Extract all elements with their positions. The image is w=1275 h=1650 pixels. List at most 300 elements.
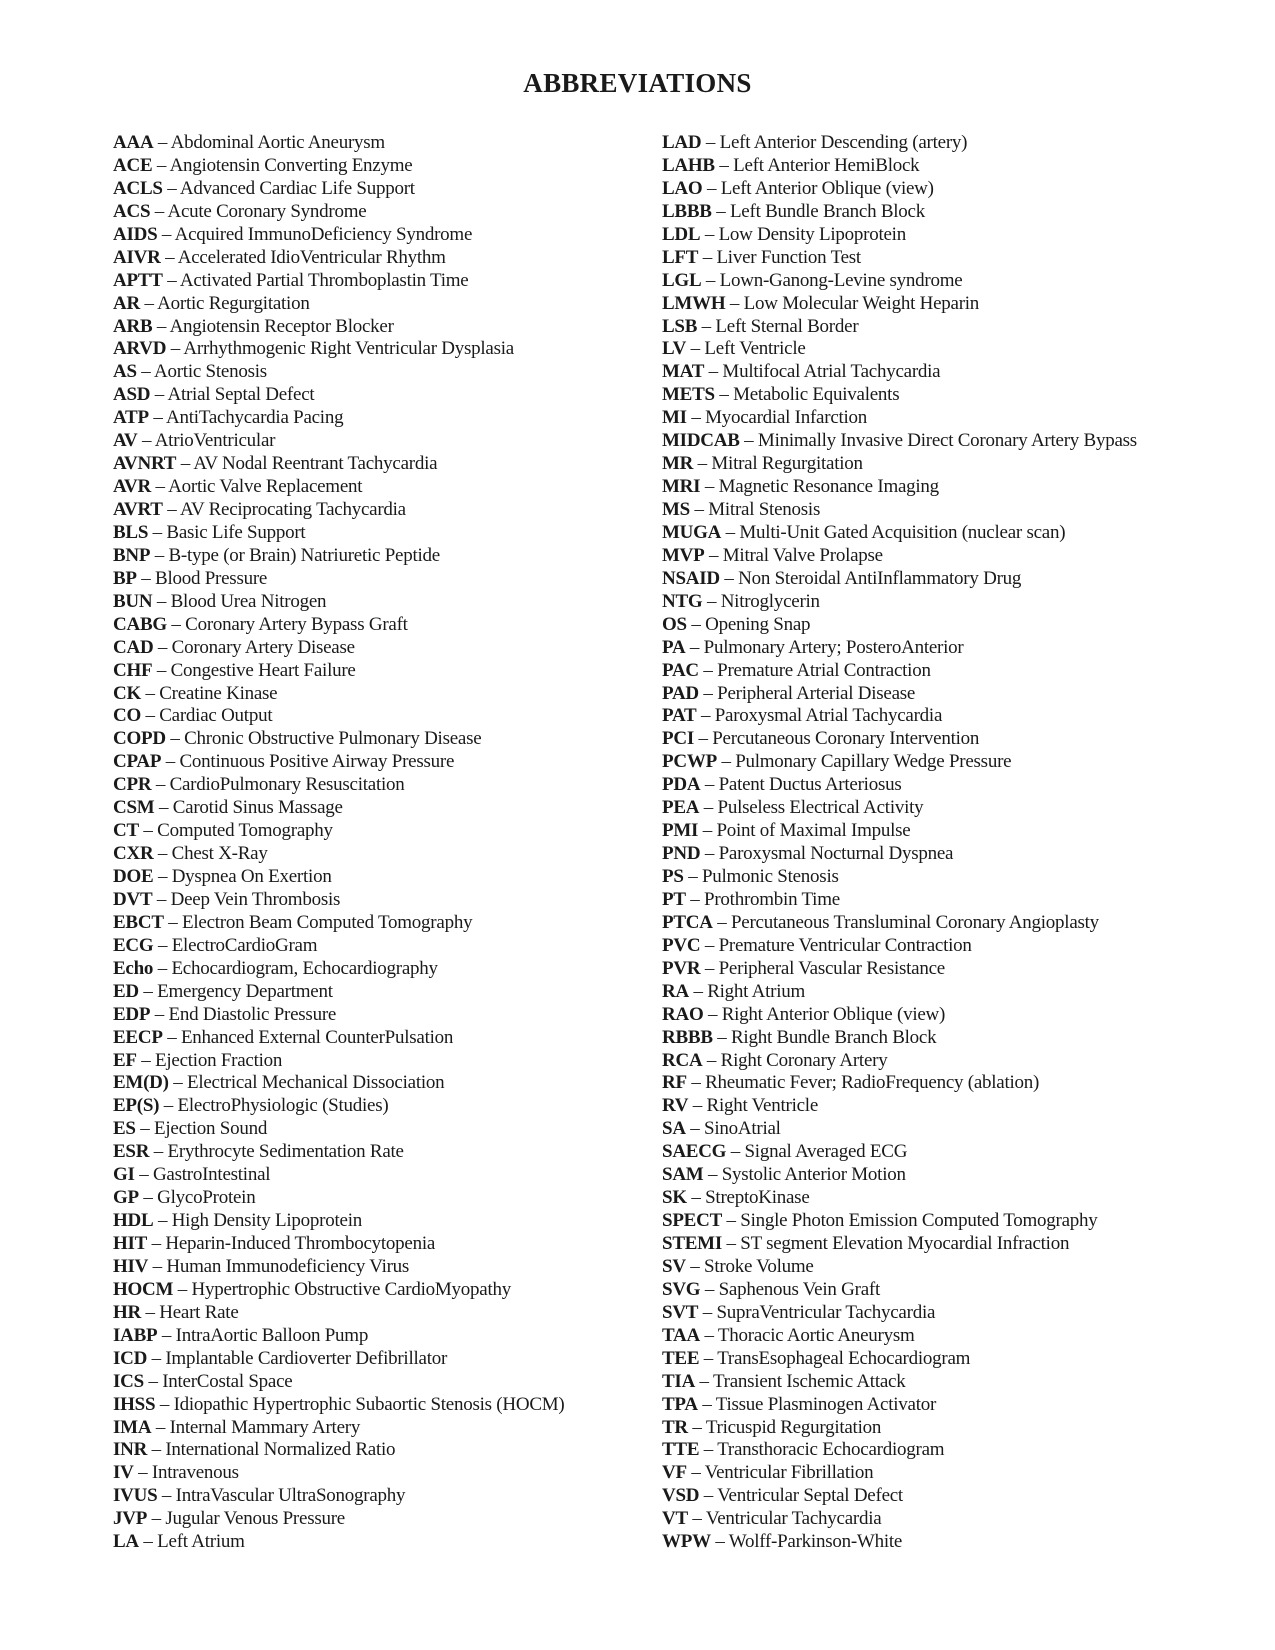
abbreviation-term: VT [662,1508,688,1530]
abbreviation-definition: IntraVascular UltraSonography [175,1485,406,1507]
abbreviation-term: ICS [113,1370,144,1392]
abbreviation-entry [662,1187,1137,1210]
separator-dash: – [702,177,721,199]
separator-dash: – [162,177,180,199]
abbreviation-definition: ElectroPhysiologic (Studies) [177,1095,389,1117]
abbreviation-definition: Magnetic Resonance Imaging [718,476,939,498]
separator-dash: – [134,1164,153,1186]
abbreviation-entry [113,1141,564,1164]
separator-dash: – [153,636,172,658]
separator-dash: – [151,774,170,796]
abbreviation-entry [113,1531,564,1554]
abbreviation-term: INR [113,1439,148,1461]
abbreviation-definition: Pulmonic Stenosis [701,866,839,887]
abbreviation-entry [113,499,564,522]
abbreviation-term: PCI [662,728,694,750]
abbreviation-term: SPECT [662,1210,722,1232]
abbreviation-entry [662,1004,1137,1027]
separator-dash: – [698,682,718,704]
abbreviation-term: HR [113,1301,141,1323]
separator-dash: – [154,797,173,819]
abbreviation-definition: Liver Function Test [716,246,861,268]
abbreviation-definition: AV Reciprocating Tachycardia [179,499,406,520]
abbreviation-term: SK [662,1187,687,1209]
abbreviation-entry [662,866,1137,889]
abbreviation-definition: Premature Ventricular Contraction [718,934,972,956]
abbreviation-entry [662,178,1137,201]
abbreviation-term: SAM [662,1164,704,1186]
separator-dash: – [698,1301,717,1323]
separator-dash: – [714,384,734,406]
abbreviation-definition: Continuous Positive Airway Pressure [179,751,455,773]
abbreviation-definition: Myocardial Infarction [705,407,868,429]
abbreviation-entry [662,1095,1137,1118]
abbreviation-definition: InterCostal Space [162,1370,293,1392]
abbreviation-definition: Heart Rate [159,1301,239,1323]
separator-dash: – [704,544,723,566]
abbreviation-term: RA [662,980,689,1002]
abbreviation-term: AVRT [113,499,163,520]
separator-dash: – [168,1072,187,1094]
separator-dash: – [153,843,172,865]
abbreviation-entry [113,1256,564,1279]
abbreviation-term: PMI [662,820,699,842]
abbreviation-entry [113,1348,564,1371]
abbreviation-entry [113,247,564,270]
separator-dash: – [700,843,719,865]
separator-dash: – [699,1324,718,1346]
abbreviation-definition: Intravenous [151,1462,239,1484]
abbreviation-definition: SinoAtrial [704,1118,781,1140]
abbreviation-entry [662,476,1137,499]
separator-dash: – [166,338,184,360]
abbreviation-term: PAT [662,705,697,727]
abbreviation-term: PVC [662,934,701,956]
abbreviation-term: MIDCAB [662,430,740,452]
abbreviation-term: AVNRT [113,453,177,475]
separator-dash: – [700,774,719,796]
separator-dash: – [141,705,160,727]
separator-dash: – [138,1187,158,1209]
abbreviation-definition: Creatine Kinase [159,682,278,704]
abbreviation-definition: Pulmonary Artery; PosteroAnterior [703,636,964,658]
abbreviation-term: IV [113,1462,134,1484]
abbreviation-entry [662,935,1137,958]
abbreviation-entry [662,1485,1137,1508]
abbreviation-entry [662,1302,1137,1325]
abbreviation-entry [113,660,564,683]
abbreviation-definition: Congestive Heart Failure [170,659,356,681]
abbreviation-term: MAT [662,361,705,383]
abbreviation-entry [662,1462,1137,1485]
abbreviation-definition: Nitroglycerin [720,590,820,612]
abbreviation-term: AVR [113,476,151,498]
separator-dash: – [686,1072,706,1094]
abbreviation-term: DVT [113,888,153,910]
abbreviation-entry [662,499,1137,522]
abbreviation-term: RV [662,1095,689,1117]
separator-dash: – [150,200,168,222]
abbreviation-entry [113,1095,564,1118]
separator-dash: – [687,1508,706,1530]
separator-dash: – [150,384,168,406]
abbreviation-term: EBCT [113,911,164,933]
separator-dash: – [157,1324,176,1346]
abbreviation-entry [113,728,564,751]
abbreviation-term: ECG [113,934,154,956]
abbreviation-definition: Acquired ImmunoDeficiency Syndrome [174,223,473,245]
abbreviation-entry [113,1118,564,1141]
abbreviation-term: EDP [113,1003,151,1025]
abbreviation-term: LFT [662,246,699,268]
separator-dash: – [716,751,736,773]
abbreviation-term: MI [662,407,687,429]
abbreviation-term: HIT [113,1233,148,1254]
abbreviation-definition: Idiopathic Hypertrophic Subaortic Stenosis (HOCM) [173,1393,565,1415]
abbreviation-definition: Signal Averaged ECG [744,1141,908,1163]
abbreviation-definition: Blood Pressure [155,567,268,589]
abbreviation-definition: Left Anterior Oblique (view) [720,177,934,199]
abbreviation-entry [662,1210,1137,1233]
abbreviation-term: PA [662,636,686,658]
abbreviation-entry [113,155,564,178]
separator-dash: – [693,728,713,750]
page-title: ABBREVIATIONS [523,68,752,98]
abbreviation-definition: Atrial Septal Defect [167,384,315,406]
abbreviation-definition: Percutaneous Transluminal Coronary Angioplasty [730,911,1099,933]
separator-dash: – [138,1531,158,1553]
abbreviation-definition: Aortic Regurgitation [157,292,310,314]
abbreviation-term: SVG [662,1278,701,1300]
separator-dash: – [159,1095,178,1117]
abbreviation-entry [662,1164,1137,1187]
abbreviation-definition: Prothrombin Time [704,888,840,910]
abbreviation-term: HDL [113,1210,154,1232]
separator-dash: – [697,315,716,337]
abbreviation-term: GI [113,1164,135,1186]
abbreviation-definition: Multifocal Atrial Tachycardia [722,361,941,383]
abbreviation-definition: Saphenous Vein Graft [718,1278,880,1300]
abbreviation-term: PND [662,843,701,865]
abbreviation-entry [113,843,564,866]
abbreviation-entry [113,361,564,384]
abbreviation-definition: Accelerated IdioVentricular Rhythm [177,246,446,268]
separator-dash: – [153,934,172,956]
separator-dash: – [700,934,719,956]
separator-dash: – [699,1347,718,1369]
abbreviation-entry [662,1233,1137,1256]
separator-dash: – [147,1347,166,1369]
separator-dash: – [686,338,705,360]
abbreviation-term: MUGA [662,521,722,543]
abbreviation-entry [113,935,564,958]
abbreviation-entry [662,614,1137,637]
abbreviation-definition: Left Atrium [157,1531,245,1553]
abbreviation-list-right [662,132,1137,1554]
abbreviation-definition: Coronary Artery Bypass Graft [185,613,408,635]
abbreviation-entry [113,1485,564,1508]
abbreviation-term: EF [113,1049,137,1071]
abbreviation-definition: Jugular Venous Pressure [165,1508,345,1530]
abbreviation-term: EM(D) [113,1072,169,1094]
abbreviation-entry [662,1027,1137,1050]
abbreviation-definition: International Normalized Ratio [165,1439,396,1461]
abbreviation-definition: Right Anterior Oblique (view) [721,1003,946,1025]
abbreviation-entry [113,407,564,430]
abbreviation-definition: Ventricular Tachycardia [705,1508,882,1530]
abbreviation-definition: B-type (or Brain) Natriuretic Peptide [168,544,440,566]
abbreviation-term: CABG [113,613,167,635]
abbreviation-entry [662,316,1137,339]
abbreviation-term: AR [113,292,140,314]
abbreviation-definition: Tricuspid Regurgitation [705,1416,882,1438]
separator-dash: – [683,866,702,887]
separator-dash: – [700,223,719,245]
separator-dash: – [152,659,171,681]
abbreviation-entry [662,1348,1137,1371]
abbreviation-term: LDL [662,223,701,245]
separator-dash: – [714,154,734,176]
abbreviation-definition: Carotid Sinus Massage [172,797,343,819]
separator-dash: – [686,1187,706,1209]
abbreviation-definition: Computed Tomography [157,820,333,842]
abbreviation-term: PS [662,866,684,887]
abbreviation-definition: Enhanced External CounterPulsation [180,1026,454,1048]
abbreviation-entry [662,522,1137,545]
separator-dash: – [161,751,180,773]
abbreviation-term: MS [662,499,690,520]
separator-dash: – [163,911,182,933]
abbreviation-definition: Transthoracic Echocardiogram [717,1439,945,1461]
abbreviation-entry [113,981,564,1004]
abbreviation-entry [662,430,1137,453]
abbreviation-term: LAO [662,177,703,199]
separator-dash: – [151,1416,170,1438]
abbreviation-entry [662,155,1137,178]
separator-dash: – [149,1141,168,1163]
abbreviation-term: LBBB [662,200,712,222]
abbreviation-entry [662,1141,1137,1164]
abbreviation-definition: AntiTachycardia Pacing [166,407,344,429]
separator-dash: – [688,980,708,1002]
abbreviation-entry [113,316,564,339]
abbreviation-entry [662,1439,1137,1462]
abbreviation-term: NSAID [662,567,720,589]
abbreviation-entry [662,843,1137,866]
separator-dash: – [687,1416,706,1438]
abbreviation-entry [113,1417,564,1440]
abbreviation-definition: Low Density Lipoprotein [718,223,906,245]
separator-dash: – [165,728,185,750]
abbreviation-list-left [113,132,564,1554]
abbreviation-entry [113,912,564,935]
abbreviation-definition: Tissue Plasminogen Activator [715,1393,937,1415]
abbreviation-entry [113,293,564,316]
abbreviation-term: VSD [662,1485,700,1507]
abbreviation-definition: Multi-Unit Gated Acquisition (nuclear scan) [739,521,1066,543]
abbreviation-term: PT [662,888,686,910]
abbreviation-entry [662,683,1137,706]
abbreviation-entry [662,361,1137,384]
abbreviation-term: RF [662,1072,687,1094]
separator-dash: – [703,1164,722,1186]
abbreviation-term: LV [662,338,687,360]
separator-dash: – [143,1370,163,1392]
abbreviation-definition: Mitral Valve Prolapse [722,544,883,566]
separator-dash: – [162,499,180,520]
abbreviation-term: ATP [113,407,149,429]
abbreviation-definition: High Density Lipoprotein [171,1210,362,1232]
abbreviation-entry [113,1394,564,1417]
abbreviation-term: HOCM [113,1278,174,1300]
abbreviation-entry [662,774,1137,797]
abbreviation-entry [113,1302,564,1325]
abbreviation-term: ASD [113,384,151,406]
abbreviation-entry [662,637,1137,660]
abbreviation-entry [662,338,1137,361]
separator-dash: – [152,154,170,176]
abbreviation-entry [113,1508,564,1531]
abbreviation-entry [113,476,564,499]
abbreviation-term: AIDS [113,223,158,245]
abbreviation-term: AAA [113,132,154,153]
abbreviation-entry [113,522,564,545]
abbreviation-definition: Internal Mammary Artery [169,1416,361,1438]
abbreviation-entry [113,430,564,453]
abbreviation-term: CPR [113,774,152,796]
separator-dash: – [166,613,186,635]
abbreviation-entry [662,1050,1137,1073]
abbreviation-definition: Left Anterior HemiBlock [733,154,920,176]
abbreviation-entry [113,1462,564,1485]
abbreviation-term: SAECG [662,1141,727,1163]
abbreviation-term: LSB [662,315,698,337]
abbreviation-definition: Ejection Sound [154,1118,268,1140]
separator-dash: – [700,957,719,979]
abbreviation-term: BUN [113,590,153,612]
separator-dash: – [700,476,719,498]
separator-dash: – [698,820,717,842]
abbreviation-definition: Right Atrium [707,980,806,1002]
separator-dash: – [136,361,154,383]
abbreviation-definition: Point of Maximal Impulse [716,820,911,842]
abbreviation-term: LAD [662,132,702,153]
abbreviation-entry [662,1417,1137,1440]
abbreviation-definition: Non Steroidal AntiInflammatory Drug [738,567,1022,589]
abbreviation-term: LGL [662,269,702,291]
abbreviation-term: IHSS [113,1393,156,1415]
abbreviation-term: AIVR [113,246,161,268]
abbreviation-definition: Left Anterior Descending (artery) [719,132,968,153]
abbreviation-term: OS [662,613,687,635]
abbreviation-entry [113,338,564,361]
abbreviation-term: METS [662,384,715,406]
abbreviation-definition: Angiotensin Converting Enzyme [169,154,413,176]
abbreviation-entry [113,591,564,614]
abbreviation-entry [113,889,564,912]
separator-dash: – [722,1233,741,1254]
separator-dash: – [136,1049,156,1071]
abbreviation-term: CHF [113,659,153,681]
abbreviation-term: TIA [662,1370,696,1392]
separator-dash: – [685,888,705,910]
separator-dash: – [137,430,155,452]
abbreviation-entry [662,384,1137,407]
abbreviation-term: CSM [113,797,155,819]
abbreviation-entry [662,201,1137,224]
abbreviation-entry [662,958,1137,981]
separator-dash: – [685,1255,705,1277]
abbreviation-entry [113,224,564,247]
abbreviation-definition: CardioPulmonary Resuscitation [169,774,405,796]
separator-dash: – [712,1026,731,1048]
separator-dash: – [162,269,180,291]
abbreviation-term: LAHB [662,154,715,176]
abbreviation-definition: Erythrocyte Sedimentation Rate [167,1141,404,1163]
abbreviation-entry [662,293,1137,316]
abbreviation-definition: Opening Snap [705,613,811,635]
abbreviation-term: AV [113,430,138,452]
separator-dash: – [695,1370,713,1392]
abbreviation-definition: Left Bundle Branch Block [729,200,925,222]
separator-dash: – [686,613,706,635]
separator-dash: – [699,1439,718,1461]
abbreviation-definition: Aortic Valve Replacement [168,476,363,498]
abbreviation-term: TAA [662,1324,700,1346]
abbreviation-entry [113,614,564,637]
abbreviation-definition: Peripheral Arterial Disease [717,682,916,704]
abbreviation-definition: Electron Beam Computed Tomography [182,911,473,933]
abbreviation-definition: IntraAortic Balloon Pump [175,1324,369,1346]
abbreviation-term: BLS [113,521,149,543]
abbreviation-entry [113,1187,564,1210]
abbreviation-entry [662,751,1137,774]
abbreviation-term: PCWP [662,751,717,773]
abbreviation-term: PEA [662,797,700,819]
abbreviation-definition: Basic Life Support [166,521,306,543]
abbreviation-term: PDA [662,774,701,796]
abbreviation-term: ARB [113,315,153,337]
abbreviation-entry [662,591,1137,614]
abbreviation-term: RAO [662,1003,704,1025]
abbreviation-definition: Right Coronary Artery [720,1049,888,1071]
separator-dash: – [152,888,171,910]
separator-dash: – [702,590,721,612]
separator-dash: – [139,292,158,314]
abbreviation-definition: Lown-Ganong-Levine syndrome [719,269,963,291]
abbreviation-term: CAD [113,636,154,658]
separator-dash: – [698,659,718,681]
abbreviation-entry [113,270,564,293]
abbreviation-definition: Ejection Fraction [155,1049,283,1071]
abbreviation-definition: Thoracic Aortic Aneurysm [717,1324,915,1346]
abbreviation-term: IABP [113,1324,158,1346]
abbreviation-entry [662,660,1137,683]
separator-dash: – [686,407,706,429]
abbreviation-entry [113,568,564,591]
abbreviation-definition: Mitral Stenosis [708,499,821,520]
abbreviation-entry [113,705,564,728]
abbreviation-term: CO [113,705,141,727]
abbreviation-definition: Arrhythmogenic Right Ventricular Dysplasia [183,338,514,360]
separator-dash: – [155,1393,174,1415]
separator-dash: – [703,1003,722,1025]
abbreviation-term: PVR [662,957,701,979]
abbreviation-definition: Cardiac Output [159,705,273,727]
abbreviation-entry [113,1325,564,1348]
separator-dash: – [160,246,178,268]
abbreviation-entry [113,1233,564,1256]
